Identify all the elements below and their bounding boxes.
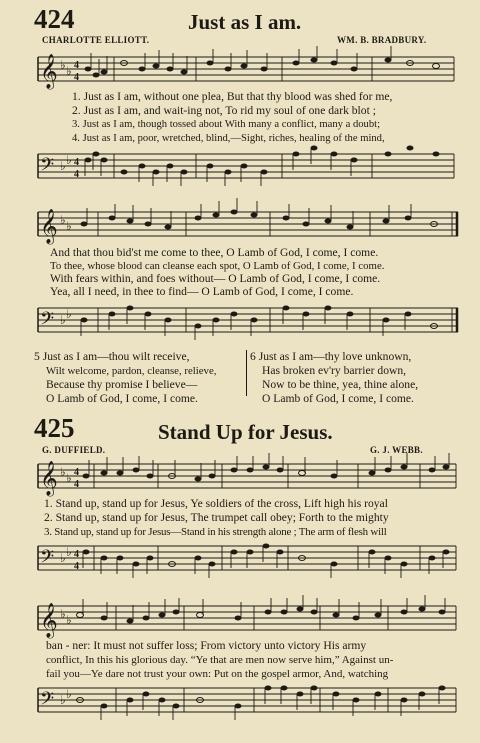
verse-line: 2. Just as I am, and wait-ing not, To rid my soul of one dark blot ; — [72, 104, 376, 117]
stanza-line: Wilt welcome, pardon, cleanse, relieve, — [46, 365, 217, 377]
bass-staff — [38, 680, 458, 720]
verse-line: conflict, In this his glorious day. “Ye that are men now serve him,” Against un- — [46, 654, 394, 666]
svg-text:♭: ♭ — [66, 64, 72, 78]
svg-text:♭: ♭ — [60, 159, 66, 173]
svg-text:♭: ♭ — [66, 307, 72, 321]
svg-text:♭: ♭ — [66, 153, 72, 167]
svg-text:4: 4 — [74, 72, 79, 83]
stanza-line: 6 Just as I am—thy love unknown, — [250, 350, 412, 363]
stanza-line: Has broken ev'ry barrier down, — [262, 364, 407, 377]
svg-text:4: 4 — [74, 479, 79, 490]
svg-text:♭: ♭ — [66, 545, 72, 559]
svg-text:𝄞: 𝄞 — [40, 462, 58, 495]
hymn-title: Stand Up for Jesus. — [158, 420, 333, 444]
svg-text:♭: ♭ — [66, 219, 72, 233]
bass-staff — [38, 300, 458, 340]
verse-line: ban - ner: It must not suffer loss; From victory unto victory His army — [46, 639, 367, 652]
verse-line: 1. Just as I am, without one plea, But that thy blood was shed for me, — [72, 90, 393, 103]
verse-line: To thee, whose blood can cleanse each spot, O Lamb of God, I come, I come. — [50, 260, 385, 272]
verse-line: 3. Just as I am, though tossed about With many a conflict, many a doubt; — [72, 119, 381, 130]
svg-text:4: 4 — [74, 169, 79, 180]
svg-text:𝄢: 𝄢 — [40, 546, 55, 571]
svg-text:4: 4 — [74, 549, 79, 560]
svg-text:𝄞: 𝄞 — [40, 604, 58, 637]
svg-text:4: 4 — [74, 157, 79, 168]
svg-text:𝄞: 𝄞 — [40, 210, 58, 243]
svg-text:4: 4 — [74, 60, 79, 71]
stanza-line: Because thy promise I believe— — [46, 378, 198, 391]
stanza-line: O Lamb of God, I come, I come. — [46, 392, 198, 405]
hymn-number: 424 — [34, 4, 75, 34]
verse-line: fail you—Ye dare not trust your own: Put on the gospel armor, And, watching — [46, 668, 389, 680]
svg-text:♭: ♭ — [60, 693, 66, 707]
svg-text:♭: ♭ — [60, 607, 66, 621]
svg-text:𝄞: 𝄞 — [40, 55, 58, 88]
svg-text:♭: ♭ — [66, 687, 72, 701]
svg-text:♭: ♭ — [60, 465, 66, 479]
hymn-title: Just as I am. — [188, 10, 302, 34]
bass-staff — [38, 146, 458, 186]
svg-text:𝄢: 𝄢 — [40, 688, 55, 713]
svg-text:4: 4 — [74, 467, 79, 478]
stanza-line: Now to be thine, yea, thine alone, — [262, 378, 419, 391]
verse-line: Yea, all I need, in thee to find— O Lamb of God, I come, I come. — [50, 285, 354, 298]
svg-text:♭: ♭ — [66, 613, 72, 627]
svg-text:♭: ♭ — [60, 551, 66, 565]
stanza-divider — [246, 350, 247, 396]
verse-line: 2. Stand up, stand up for Jesus, The trumpet call obey; Forth to the mighty — [44, 511, 389, 524]
svg-text:4: 4 — [74, 561, 79, 572]
poet-credit: G. DUFFIELD. — [42, 445, 106, 455]
stanza-line: 5 Just as I am—thou wilt receive, — [34, 350, 190, 363]
poet-credit: CHARLOTTE ELLIOTT. — [42, 35, 150, 45]
svg-text:𝄢: 𝄢 — [40, 308, 55, 333]
composer-credit: G. J. WEBB. — [370, 445, 423, 455]
svg-text:♭: ♭ — [60, 58, 66, 72]
verse-line: And that thou bid'st me come to thee, O Lamb of God, I come, I come. — [50, 246, 379, 259]
svg-text:♭: ♭ — [60, 313, 66, 327]
stanza-line: O Lamb of God, I come, I come. — [262, 392, 414, 405]
verse-line: 4. Just as I am, poor, wretched, blind,—Sight, riches, healing of the mind, — [72, 133, 385, 144]
svg-text:𝄢: 𝄢 — [40, 154, 55, 179]
composer-credit: WM. B. BRADBURY. — [337, 35, 427, 45]
bass-staff — [38, 538, 458, 578]
verse-line: 1. Stand up, stand up for Jesus, Ye soldiers of the cross, Lift high his royal — [44, 497, 388, 510]
treble-staff — [38, 49, 458, 89]
hymn-number: 425 — [34, 413, 75, 443]
treble-staff — [38, 204, 458, 244]
svg-text:♭: ♭ — [66, 471, 72, 485]
treble-staff — [38, 456, 458, 496]
svg-text:♭: ♭ — [60, 213, 66, 227]
treble-staff — [38, 598, 458, 638]
verse-line: With fears within, and foes without— O Lamb of God, I come, I come. — [50, 272, 381, 285]
verse-line: 3. Stand up, stand up for Jesus—Stand in his strength alone ; The arm of flesh will — [44, 526, 387, 538]
